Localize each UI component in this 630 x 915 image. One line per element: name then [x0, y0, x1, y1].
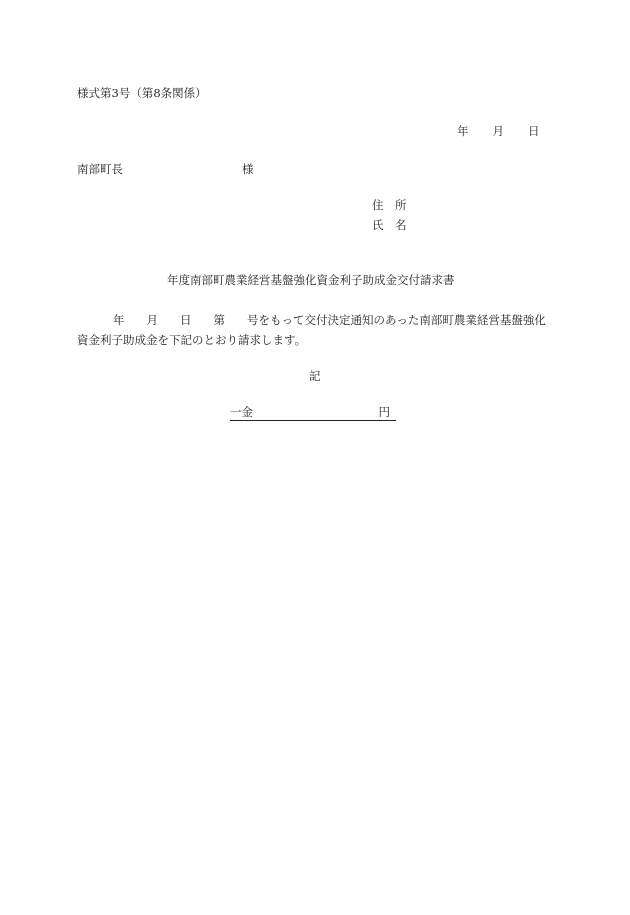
addressee-name: 南部町長 [77, 162, 123, 176]
date-year-label: 年 [457, 124, 469, 138]
body-number-prefix: 第 [213, 313, 225, 327]
date-month-label: 月 [492, 124, 504, 138]
applicant-name-label: 氏 名 [372, 218, 407, 232]
date-day-label: 日 [528, 124, 540, 138]
request-body [77, 310, 557, 350]
amount-line [230, 405, 396, 421]
body-month: 月 [146, 313, 158, 327]
amount-suffix: 円 [378, 405, 390, 419]
ki-heading: 記 [309, 369, 321, 383]
addressee-honorific: 様 [242, 162, 254, 176]
document-title: 年度南部町農業経営基盤強化資金利子助成金交付請求書 [167, 273, 455, 287]
date-fields [457, 124, 540, 138]
amount-prefix: 一金 [230, 405, 253, 419]
body-day: 日 [180, 313, 192, 327]
addressee [77, 162, 254, 176]
body-text: 号をもって交付決定通知のあった南部町農業経営基盤強化資金利子助成金を下記のとおり請求します。 [77, 313, 546, 347]
applicant-address-label: 住 所 [372, 198, 407, 212]
body-year: 年 [113, 313, 125, 327]
form-number: 様式第3号（第8条関係） [77, 86, 207, 100]
